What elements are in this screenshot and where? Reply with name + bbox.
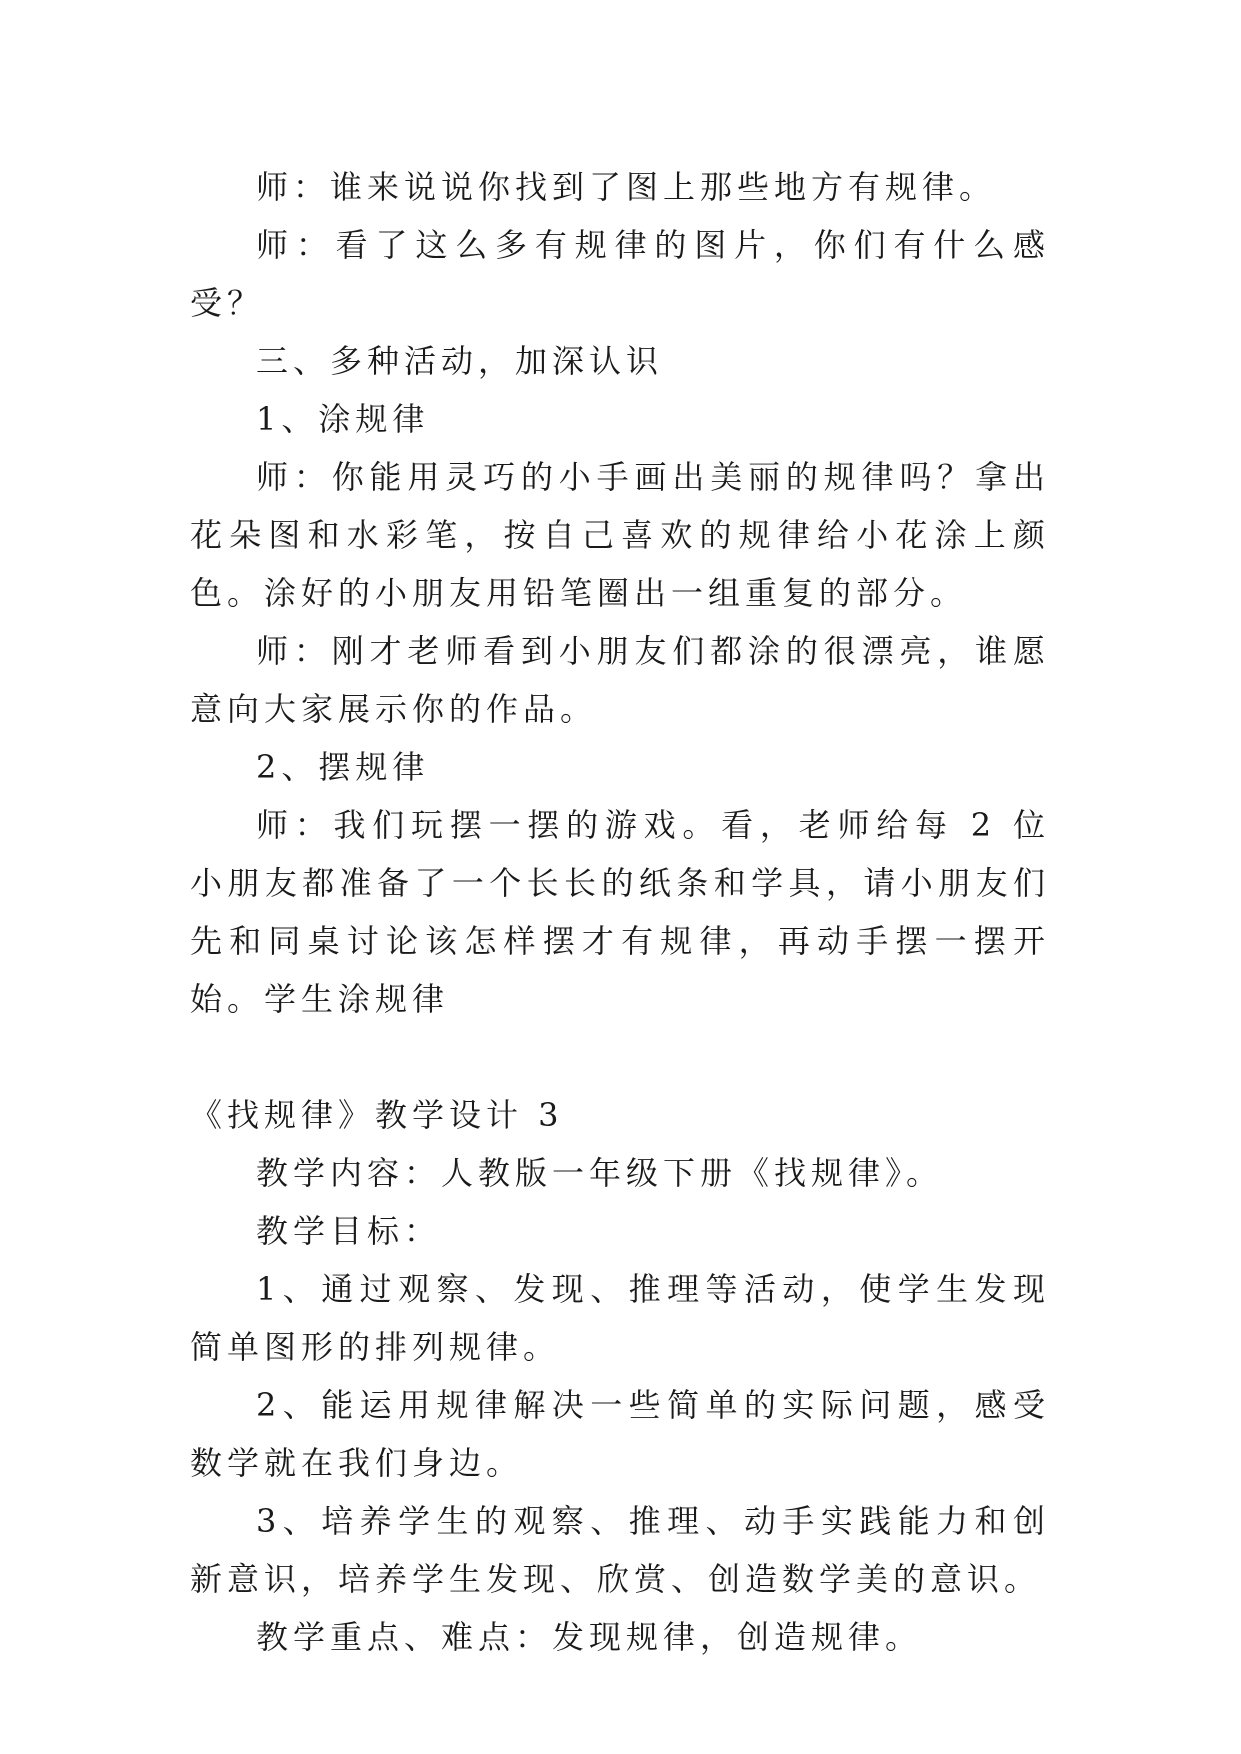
paragraph: 师：我们玩摆一摆的游戏。看，老师给每 2 位小朋友都准备了一个长长的纸条和学具，请小朋友们先和同桌讨论该怎样摆才有规律，再动手摆一摆开始。学生涂规律 bbox=[190, 806, 1050, 1018]
paragraph: 师：谁来说说你找到了图上那些地方有规律。 bbox=[256, 168, 997, 206]
subsection-heading: 2、摆规律 bbox=[256, 748, 430, 786]
document-body bbox=[190, 158, 1050, 1666]
subsection-heading: 1、涂规律 bbox=[256, 400, 430, 438]
paragraph: 教学内容：人教版一年级下册《找规律》。 bbox=[256, 1154, 944, 1192]
blank-line bbox=[190, 1028, 1050, 1086]
document-section-title: 《找规律》教学设计 3 bbox=[190, 1096, 564, 1134]
paragraph: 师：刚才老师看到小朋友们都涂的很漂亮，谁愿意向大家展示你的作品。 bbox=[190, 632, 1050, 728]
section-heading: 三、多种活动，加深认识 bbox=[256, 342, 664, 380]
paragraph: 2、能运用规律解决一些简单的实际问题，感受数学就在我们身边。 bbox=[190, 1386, 1050, 1482]
paragraph: 教学重点、难点：发现规律，创造规律。 bbox=[256, 1618, 923, 1656]
paragraph: 3、培养学生的观察、推理、动手实践能力和创新意识，培养学生发现、欣赏、创造数学美的意识。 bbox=[190, 1502, 1050, 1598]
paragraph: 师：你能用灵巧的小手画出美丽的规律吗？拿出花朵图和水彩笔，按自己喜欢的规律给小花涂上颜色。涂好的小朋友用铅笔圈出一组重复的部分。 bbox=[190, 458, 1050, 612]
paragraph: 师：看了这么多有规律的图片，你们有什么感受？ bbox=[190, 226, 1050, 322]
paragraph: 1、通过观察、发现、推理等活动，使学生发现简单图形的排列规律。 bbox=[190, 1270, 1050, 1366]
paragraph: 教学目标： bbox=[256, 1212, 442, 1250]
